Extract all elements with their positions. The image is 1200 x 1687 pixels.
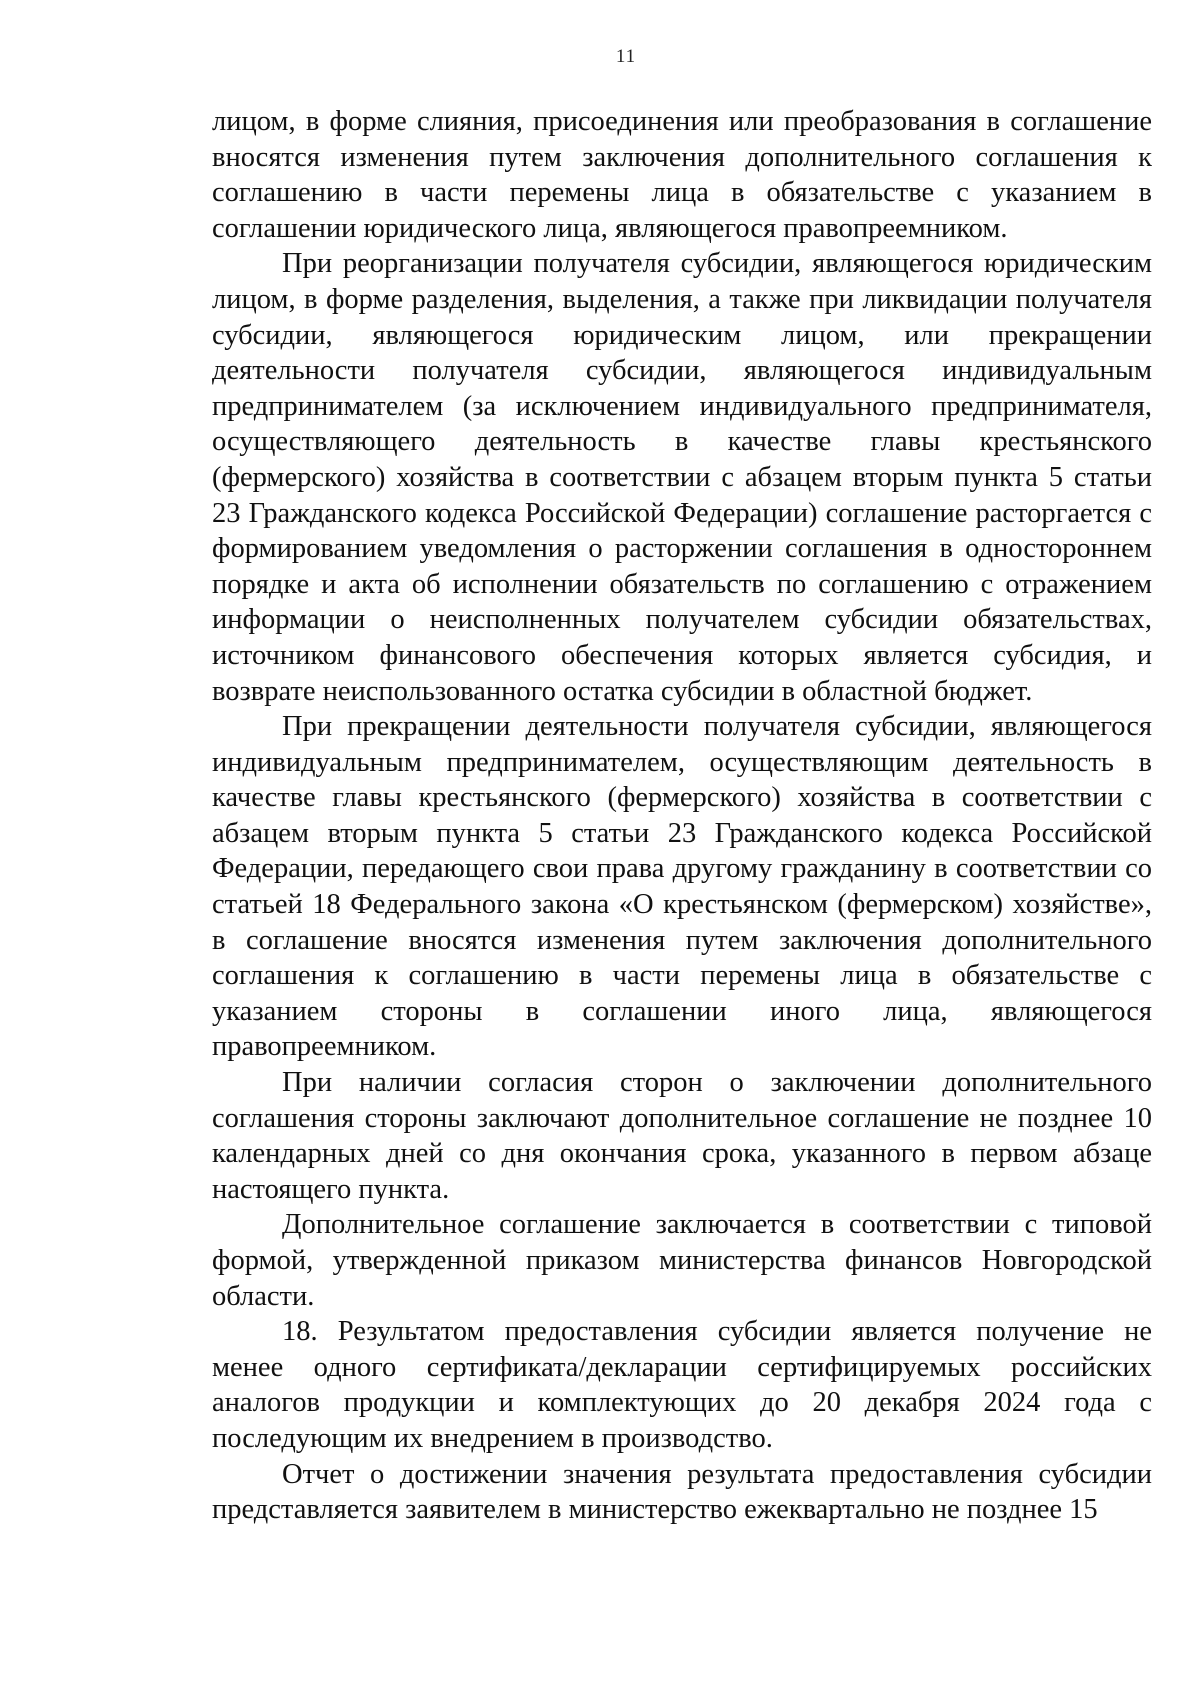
- paragraph-6: 18. Результатом предоставления субсидии является получение не менее одного сертификата/декларации сертифицируемых российских аналогов продукции и комплектующих до 20 декабря 2024 года с последующим их внедрением в производство.: [212, 1316, 1152, 1454]
- paragraph-5: Дополнительное соглашение заключается в соответствии с типовой формой, утвержденной приказом министерства финансов Новгородской области.: [212, 1209, 1152, 1312]
- document-body: [212, 104, 1152, 1528]
- paragraph-4: При наличии согласия сторон о заключении дополнительного соглашения стороны заключают дополнительное соглашение не позднее 10 календарных дней со дня окончания срока, указанного в первом абзаце настоящего пункта.: [212, 1067, 1152, 1205]
- page-number: 11: [615, 46, 637, 67]
- paragraph-2: При реорганизации получателя субсидии, являющегося юридическим лицом, в форме разделения, выделения, а также при ликвидации получателя субсидии, являющегося юридическим лицом, или прекращении деятельности получателя субсидии, являющегося индивидуальным предпринимателем (за исключением индивидуального предпринимателя, осуществляющего деятельность в качестве главы крестьянского (фермерского) хозяйства в соответствии с абзацем вторым пункта 5 статьи 23 Гражданского кодекса Российской Федерации) соглашение расторгается с формированием уведомления о расторжении соглашения в одностороннем порядке и акта об исполнении обязательств по соглашению с отражением информации о неисполненных получателем субсидии обязательствах, источником финансового обеспечения которых является субсидия, и возврате неиспользованного остатка субсидии в областной бюджет.: [212, 248, 1152, 707]
- paragraph-3: При прекращении деятельности получателя субсидии, являющегося индивидуальным предпринимателем, осуществляющим деятельность в качестве главы крестьянского (фермерского) хозяйства в соответствии с абзацем вторым пункта 5 статьи 23 Гражданского кодекса Российской Федерации, передающего свои права другому гражданину в соответствии со статьей 18 Федерального закона «О крестьянском (фермерском) хозяйстве», в соглашение вносятся изменения путем заключения дополнительного соглашения к соглашению в части перемены лица в обязательстве с указанием стороны в соглашении иного лица, являющегося правопреемником.: [212, 711, 1152, 1063]
- paragraph-1: лицом, в форме слияния, присоединения или преобразования в соглашение вносятся изменения путем заключения дополнительного соглашения к соглашению в части перемены лица в обязательстве с указанием в соглашении юридического лица, являющегося правопреемником.: [212, 106, 1152, 244]
- paragraph-7: Отчет о достижении значения результата предоставления субсидии представляется заявителем в министерство ежеквартально не позднее 15: [212, 1458, 1152, 1526]
